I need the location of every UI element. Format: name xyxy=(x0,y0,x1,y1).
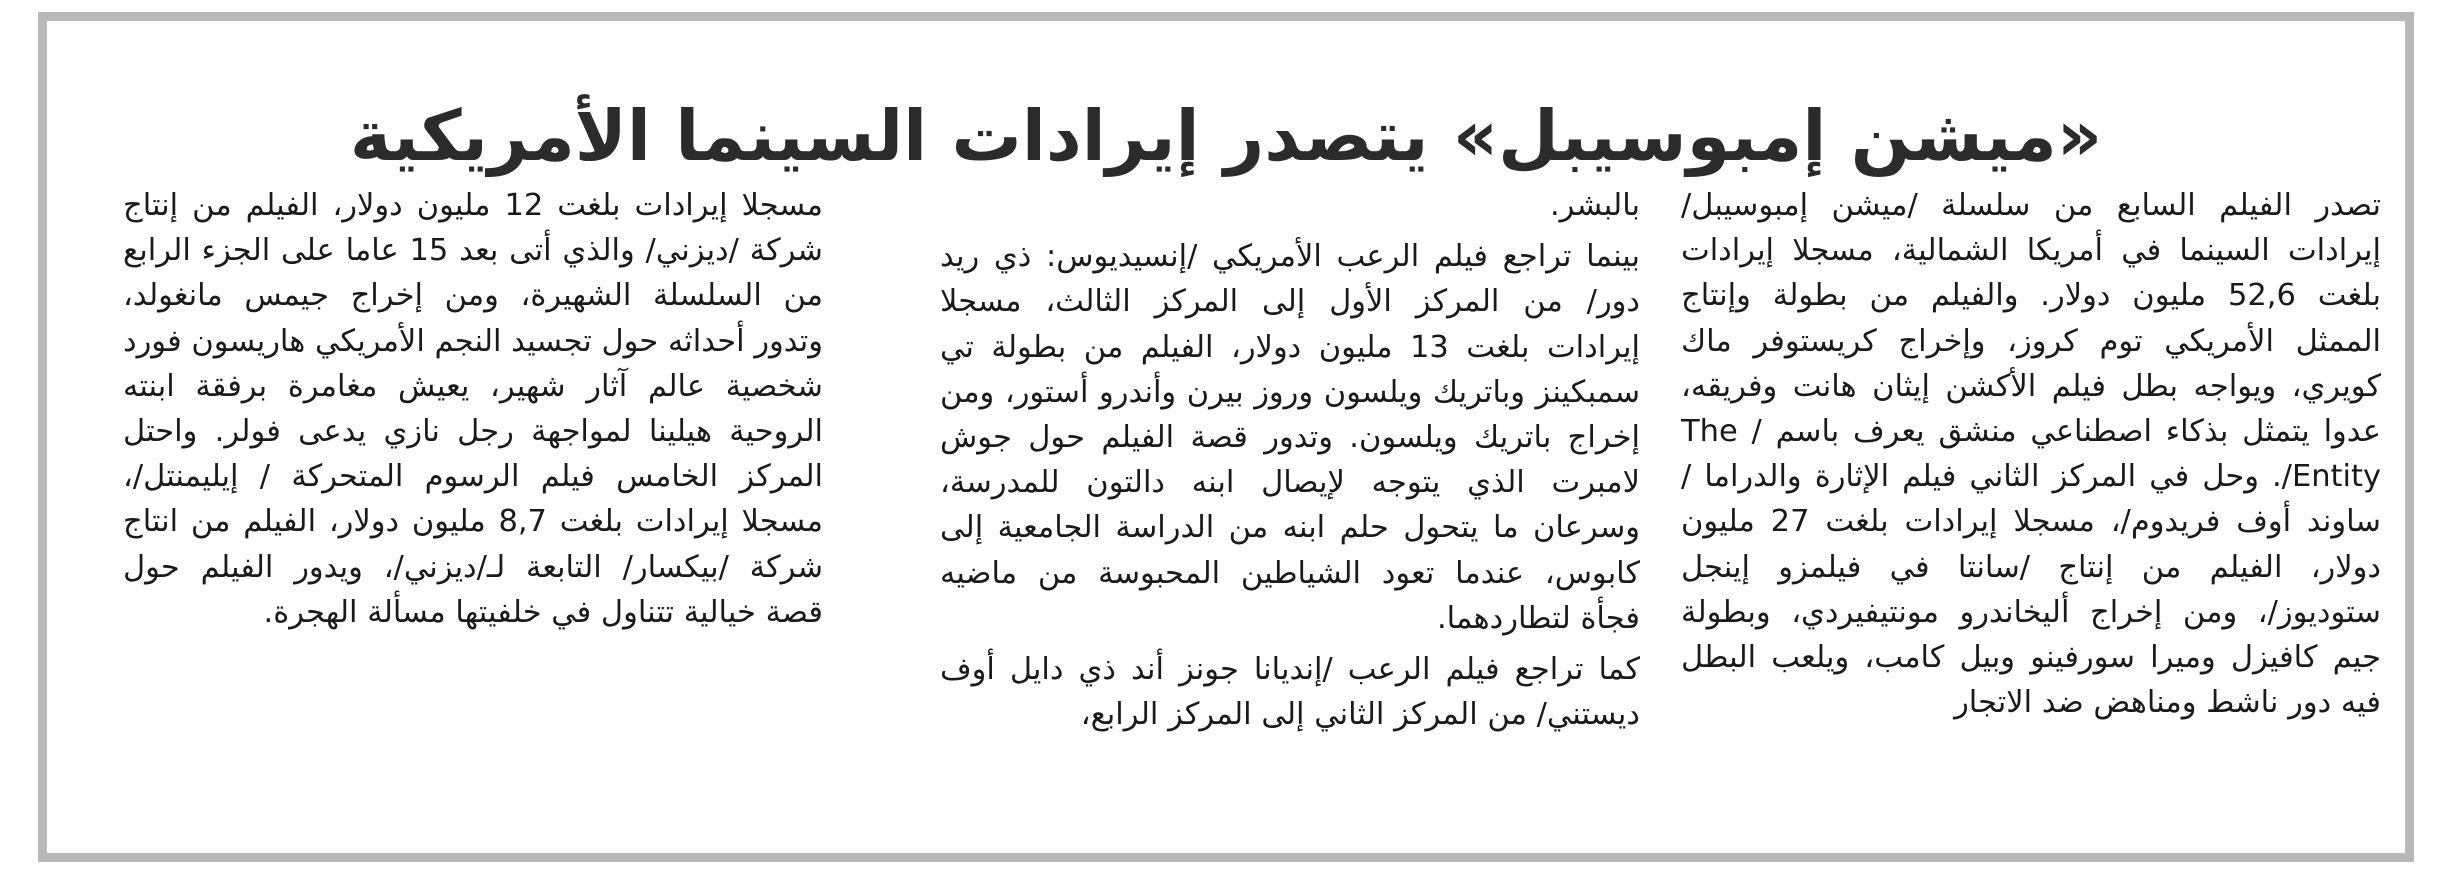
article-headline: «ميشن إمبوسيبل» يتصدر إيرادات السينما الأمريكية xyxy=(349,94,2103,177)
paragraph: بينما تراجع فيلم الرعب الأمريكي /إنسيديوس: ذي ريد دور/ من المركز الأول إلى المركز الثالث، مسجلا إيرادات بلغت 13 مليون دولار، الفيلم من بطولة تي سمبكينز وباتريك ويلسون وروز بيرن وأندرو أستور، ومن إخراج باتريك ويلسون. وتدور قصة الفيلم حول جوش لامبرت الذي يتوجه لإيصال ابنه دالتون للمدرسة، وسرعان ما يتحول حلم ابنه من الدراسة الجامعية إلى كابوس، عندما تعود الشياطين المحبوسة من ماضيه فجأة لتطاردهما. xyxy=(940,239,1640,636)
article-frame xyxy=(38,12,2414,862)
article-column-1 xyxy=(1681,183,2381,725)
paragraph: تصدر الفيلم السابع من سلسلة /ميشن إمبوسيبل/ إيرادات السينما في أمريكا الشمالية، مسجلا إيرادات بلغت 52,6 مليون دولار. والفيلم من بطولة وإنتاج الممثل الأمريكي توم كروز، وإخراج كريستوفر ماك كويري، ويواجه بطل فيلم الأكشن إيثان هانت وفريقه، عدوا يتمثل بذكاء اصطناعي منشق يعرف باسم / The Entity/. وحل في المركز الثاني فيلم الإثارة والدراما /ساوند أوف فريدوم/، مسجلا إيرادات بلغت 27 مليون دولار، الفيلم من إنتاج /سانتا في فيلمزو إينجل ستوديوز/، ومن إخراج أليخاندرو مونتيفيردي، وبطولة جيم كافيزل وميرا سورفينو وبيل كامب، ويلعب البطل فيه دور ناشط ومناهض ضد الاتجار xyxy=(1681,188,2381,721)
article-column-3 xyxy=(123,183,823,635)
article-column-2 xyxy=(940,183,1640,737)
paragraph: بالبشر. xyxy=(1549,188,1640,223)
paragraph: كما تراجع فيلم الرعب /إنديانا جونز أند ذي دايل أوف ديستني/ من المركز الثاني إلى المركز الرابع، xyxy=(940,652,1640,733)
paragraph: مسجلا إيرادات بلغت 12 مليون دولار، الفيلم من إنتاج شركة /ديزني/ والذي أتى بعد 15 عاما على الجزء الرابع من السلسلة الشهيرة، ومن إخراج جيمس مانغولد، وتدور أحداثه حول تجسيد النجم الأمريكي هاريسون فورد شخصية عالم آثار شهير، يعيش مغامرة برفقة ابنته الروحية هيلينا لمواجهة رجل نازي يدعى فولر. واحتل المركز الخامس فيلم الرسوم المتحركة / إيليمنتل/، مسجلا إيرادات بلغت 8,7 مليون دولار، الفيلم من انتاج شركة /بيكسار/ التابعة لـ/ديزني/، ويدور الفيلم حول قصة خيالية تتناول في خلفيتها مسألة الهجرة. xyxy=(123,188,823,630)
